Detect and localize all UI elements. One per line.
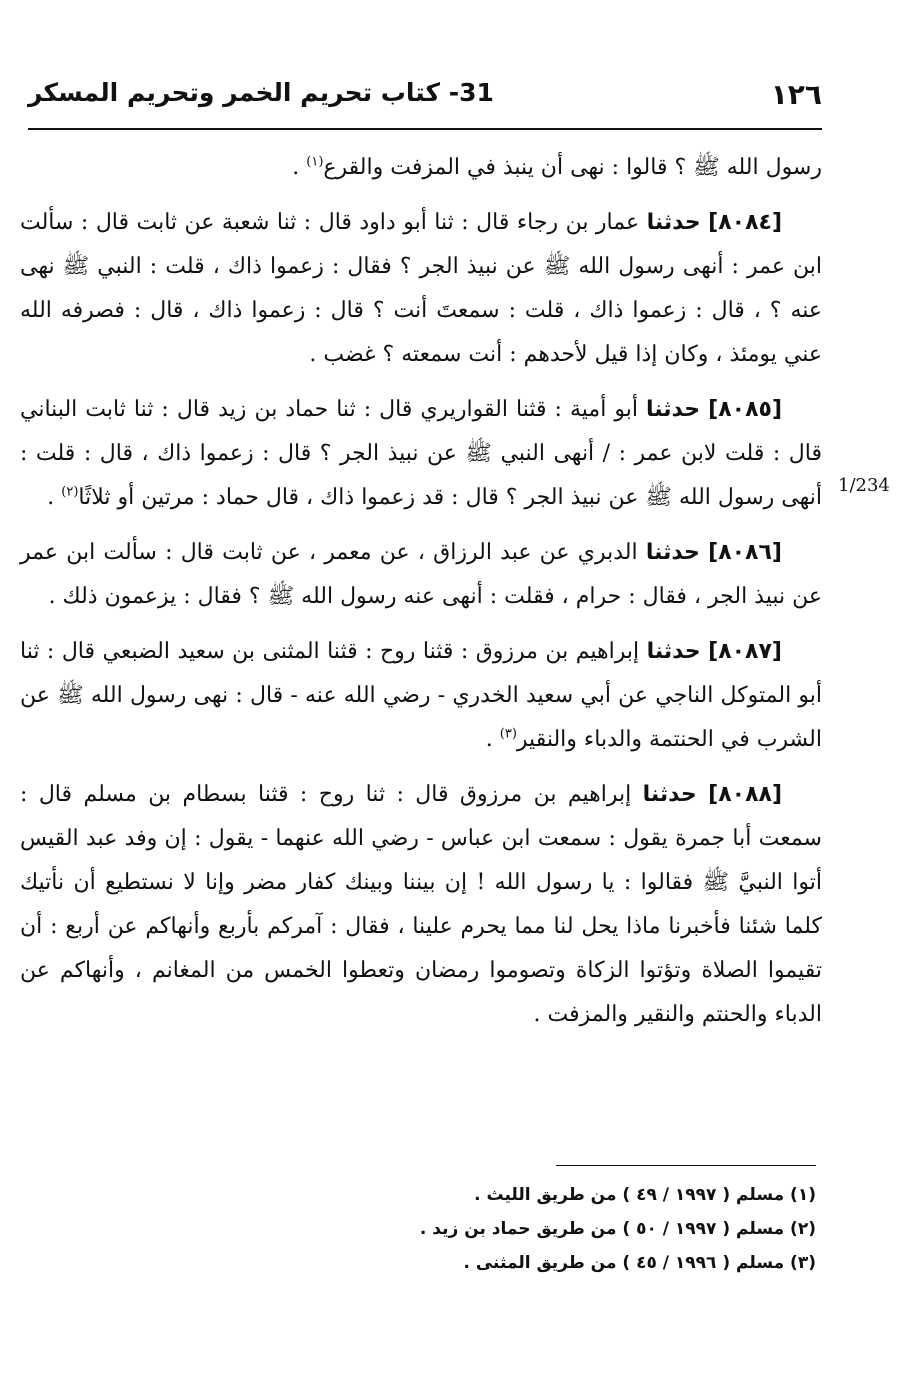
hadith-number: [٨٠٨٤] (708, 210, 782, 235)
narration-keyword: حدثنا (645, 540, 700, 565)
narration-keyword: حدثنا (646, 210, 701, 235)
opening-fragment-text: رسول الله ﷺ ؟ قالوا : نهى أن ينبذ في المزفت والقرع (323, 155, 822, 180)
opening-fragment-end: . (292, 155, 307, 180)
hadith-text: الدبري عن عبد الرزاق ، عن معمر ، عن ثابت قال : سألت ابن عمر عن نبيذ الجر ، فقال : حرام ، فقلت : أنهى عنه رسول الله ﷺ ؟ فقال : يزعمون ذلك . (20, 540, 822, 609)
hadith-text: إبراهيم بن مرزوق : قثنا روح : قثنا المثنى بن سعيد الضبعي قال : ثنا أبو المتوكل الناجي عن أبي سعيد الخدري - رضي الله عنه - قال : نهى رسول الله ﷺ عن الشرب في الحنتمة والدباء والنقير (20, 639, 822, 752)
narration-keyword: حدثنا (642, 782, 697, 807)
page-number: ١٢٦ (770, 78, 822, 111)
hadith-paragraph (20, 531, 822, 619)
narration-keyword: حدثنا (646, 397, 701, 422)
page-header (28, 70, 822, 122)
hadith-end: . (47, 485, 62, 510)
hadith-paragraph (20, 773, 822, 1037)
hadith-number: [٨٠٨٧] (708, 639, 782, 664)
opening-fragment (20, 146, 822, 190)
hadith-number: [٨٠٨٨] (708, 782, 782, 807)
hadith-paragraph (20, 630, 822, 762)
hadith-paragraph (20, 388, 822, 520)
footnotes (100, 1178, 816, 1280)
chapter-title: 31- كتاب تحريم الخمر وتحريم المسكر (28, 78, 494, 107)
hadith-text: عمار بن رجاء قال : ثنا أبو داود قال : ثنا شعبة عن ثابت قال : سألت ابن عمر : أنهى رسول الله ﷺ عن نبيذ الجر ؟ فقال : زعموا ذاك ، قلت : النبي ﷺ نهى عنه ؟ ، قال : زعموا ذاك ، قلت : سمعتَ أنت ؟ قال : زعموا ذاك ، قال : فصرفه الله عني يومئذ ، وكان إذا قيل لأحدهم : أنت سمعته ؟ غضب . (20, 210, 822, 367)
footnote-item: (١) مسلم ( ١٩٩٧ / ٤٩ ) من طريق الليث . (474, 1185, 816, 1205)
footnote-divider (556, 1165, 816, 1166)
footnote-reference[interactable]: (١) (306, 154, 324, 170)
hadith-number: [٨٠٨٦] (708, 540, 782, 565)
main-text (20, 146, 822, 1048)
footnote-item: (٣) مسلم ( ١٩٩٦ / ٤٥ ) من طريق المثنى . (463, 1253, 816, 1273)
margin-page-reference: 1/234 (838, 475, 890, 496)
footnote-item: (٢) مسلم ( ١٩٩٧ / ٥٠ ) من طريق حماد بن زيد . (419, 1219, 816, 1239)
hadith-text: أبو أمية : قثنا القواريري قال : ثنا حماد بن زيد قال : ثنا ثابت البناني قال : قلت لابن عمر : / أنهى النبي ﷺ عن نبيذ الجر ؟ قال : زعموا ذاك ، قال : قلت : أنهى رسول الله ﷺ عن نبيذ الجر ؟ قال : قد زعموا ذاك ، قال حماد : مرتين أو ثلاثًا (20, 397, 822, 510)
header-divider (28, 128, 822, 130)
footnote-reference[interactable]: (٢) (61, 484, 79, 500)
narration-keyword: حدثنا (646, 639, 701, 664)
hadith-paragraph (20, 201, 822, 377)
hadith-end: . (485, 727, 500, 752)
footnote-reference[interactable]: (٣) (499, 726, 517, 742)
hadith-text: إبراهيم بن مرزوق قال : ثنا روح : قثنا بسطام بن مسلم قال : سمعت أبا جمرة يقول : سمعت ابن عباس - رضي الله عنهما - يقول : إن وفد عبد القيس أتوا النبيَّ ﷺ فقالوا : يا رسول الله ! إن بيننا وبينك كفار مضر وإنا لا نستطيع أن نأتيك كلما شئنا فأخبرنا ماذا يحل لنا مما يحرم علينا ، فقال : آمركم بأربع وأنهاكم عن أربع : أن تقيموا الصلاة وتؤتوا الزكاة وتصوموا رمضان وتعطوا الخمس من المغانم ، وأنهاكم عن الدباء والحنتم والنقير والمزفت . (20, 782, 822, 1027)
hadith-number: [٨٠٨٥] (708, 397, 782, 422)
